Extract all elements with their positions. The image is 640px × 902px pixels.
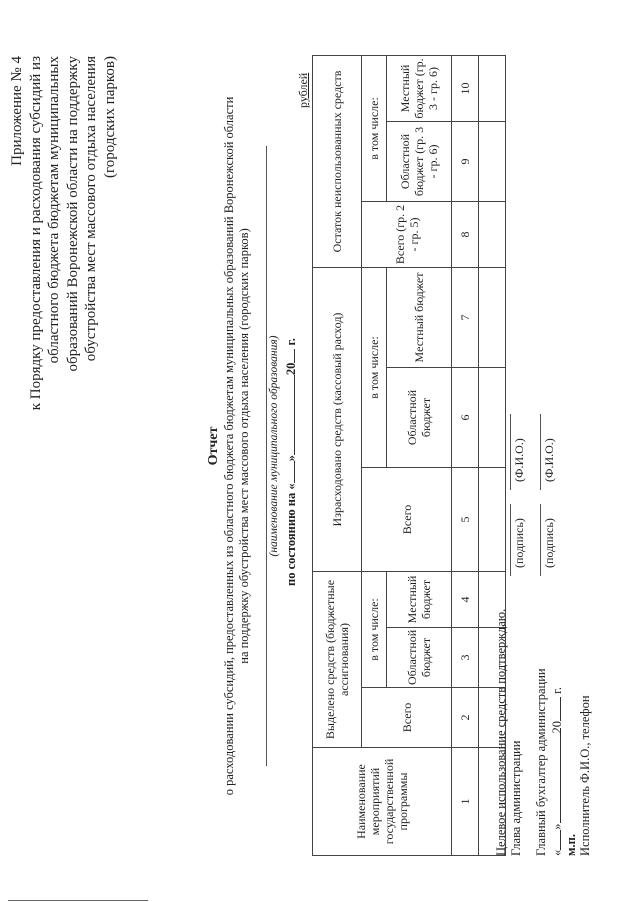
header-allocated: Выделено средств (бюджетные ассигнования) [313, 572, 362, 748]
accountant-name-caption: (Ф.И.О.) [542, 438, 556, 482]
report-subtitle [222, 56, 251, 836]
report-subtitle-line: на поддержку обустройства мест массового отдыха населения (городских парков) [236, 228, 251, 664]
confirm-text: Целевое использование средств подтверждаю. [494, 608, 508, 856]
empty-cell [479, 267, 506, 367]
column-number: 10 [452, 55, 479, 121]
appendix-line: к Порядку предоставления и расходования субсидий из [27, 56, 44, 411]
header-allocated-regional: Областной бюджет [387, 628, 452, 688]
header-remaining-including: в том числе: [362, 55, 387, 201]
column-number: 5 [452, 468, 479, 572]
units-label: рублей [296, 72, 310, 108]
date-suffix: г. [550, 687, 564, 694]
as-of-year: 20 [284, 362, 298, 376]
header-remaining-total: Всего (гр. 2 - гр. 5) [362, 201, 452, 267]
column-number: 8 [452, 201, 479, 267]
date-open: « [550, 849, 564, 856]
report-table [312, 55, 506, 856]
header-allocated-including: в том числе: [362, 572, 387, 688]
header-spent-total: Всего [362, 468, 452, 572]
appendix-line: областного бюджета бюджетам муниципальных [46, 56, 62, 364]
empty-cell [479, 201, 506, 267]
header-remaining: Остаток неиспользованных средств [313, 55, 362, 267]
chief-accountant-label: Главный бухгалтер администрации [534, 668, 548, 856]
header-remaining-local: Местный бюджет (гр. 3 - гр. 6) [387, 55, 452, 121]
appendix-line: Приложение № 4 [9, 56, 25, 166]
column-number: 9 [452, 121, 479, 201]
appendix-line: образований Воронежской области на поддержку [64, 56, 81, 372]
head-name-caption: (Ф.И.О.) [512, 438, 526, 482]
accountant-name-line [540, 414, 541, 490]
empty-cell [479, 368, 506, 468]
as-of-prefix: по состоянию на « [284, 483, 298, 586]
column-number: 2 [452, 688, 479, 748]
stamp-label: м.п. [564, 834, 578, 856]
report-title: Отчет [206, 426, 221, 466]
accountant-signature-caption: (подпись) [542, 518, 556, 568]
municipality-line [266, 146, 267, 766]
signature-date [550, 687, 565, 856]
as-of-mid: » [284, 455, 298, 462]
appendix-line: обустройства мест массового отдыха населения [83, 56, 99, 362]
header-spent-including: в том числе: [362, 267, 387, 467]
as-of-date [284, 246, 299, 586]
header-remaining-regional: Областной бюджет (гр. 3 - гр. 6) [387, 121, 452, 201]
report-subtitle-line: о расходовании субсидий, предоставленных из областного бюджета бюджетам муниципальных образований Воронежской области [222, 96, 236, 796]
header-allocated-local: Местный бюджет [387, 572, 452, 628]
empty-cell [479, 55, 506, 121]
page-edge-rule [8, 900, 148, 901]
appendix-header [8, 56, 119, 426]
municipality-caption: (наименование муниципального образования) [268, 335, 280, 557]
column-number: 7 [452, 267, 479, 367]
column-number: 4 [452, 572, 479, 628]
document-page [0, 36, 592, 896]
column-number: 1 [452, 748, 479, 856]
date-year: 20 [550, 721, 564, 734]
header-spent-local: Местный бюджет [387, 267, 452, 367]
column-number: 3 [452, 628, 479, 688]
appendix-line: (городских парков) [101, 56, 118, 178]
as-of-suffix: г. [284, 338, 298, 346]
column-number: 6 [452, 368, 479, 468]
executor-label [578, 695, 593, 856]
header-spent-regional: Областной бюджет [387, 368, 452, 468]
executor-text: Исполнитель Ф.И.О., телефон [578, 695, 592, 856]
accountant-signature-line [540, 504, 541, 576]
head-label: Глава администрации [509, 740, 523, 856]
head-signature-caption: (подпись) [512, 518, 526, 568]
date-close: » [550, 823, 564, 830]
head-name-line [510, 414, 511, 490]
header-spent: Израсходовано средств (кассовый расход) [313, 267, 362, 571]
head-signature-line [510, 504, 511, 576]
header-allocated-total: Всего [362, 688, 452, 748]
header-program: Наименование мероприятий государственной программы [313, 748, 452, 856]
empty-cell [479, 468, 506, 572]
empty-cell [479, 121, 506, 201]
